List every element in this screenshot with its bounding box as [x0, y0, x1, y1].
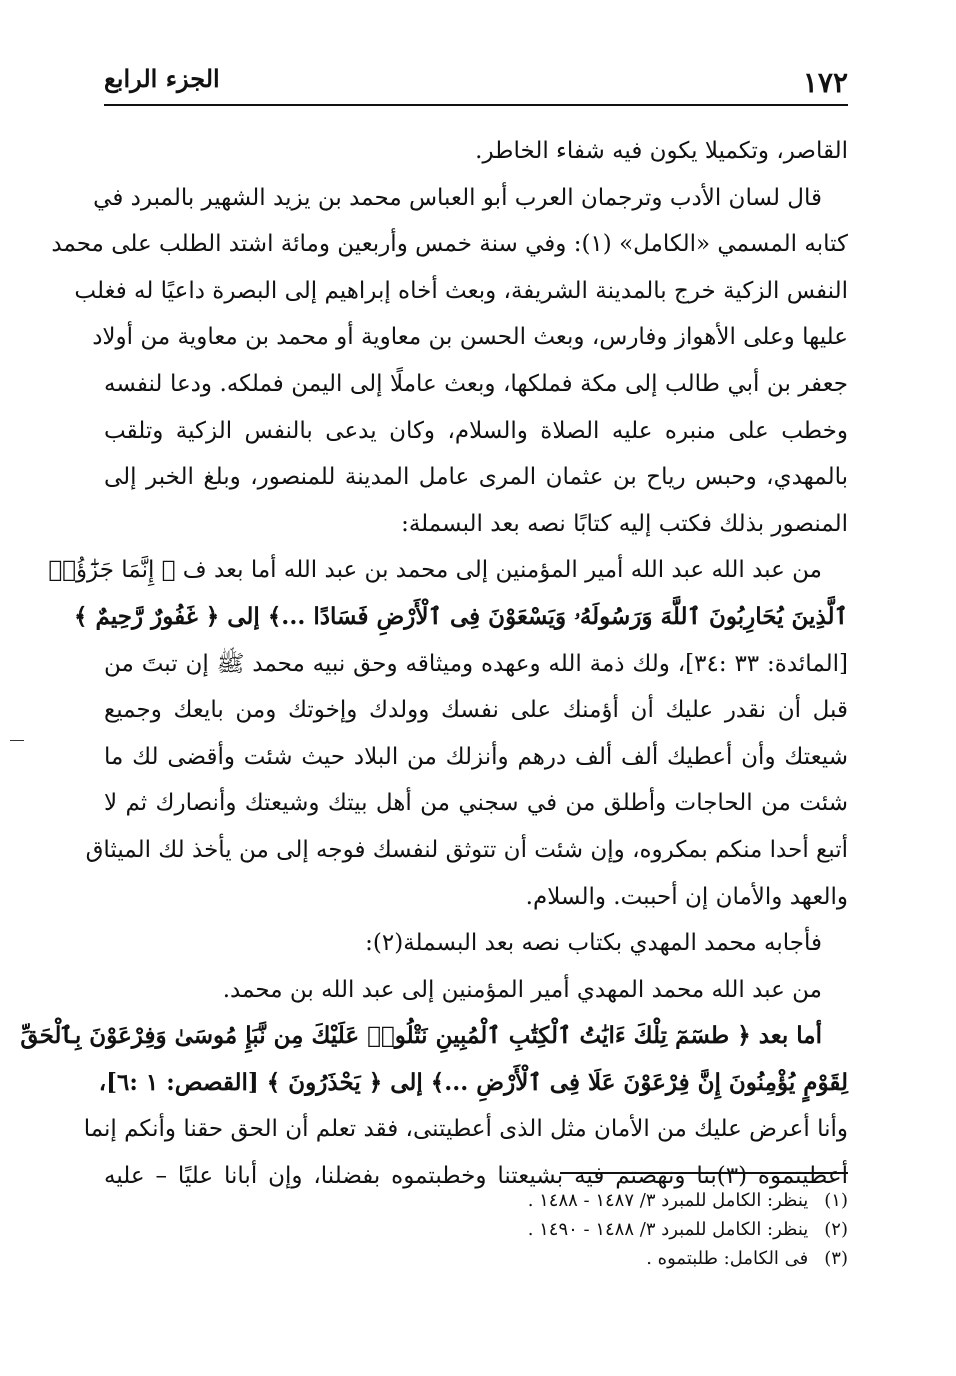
text-line: فأجابه محمد المهدي بكتاب نصه بعد البسملة(٢):: [365, 930, 822, 957]
text-line: عليها وعلى الأهواز وفارس، وبعث الحسن بن معاوية أو محمد بن معاوية من أولاد: [92, 324, 848, 351]
margin-scan-mark: [10, 740, 24, 741]
text-line: النفس الزكية خرج بالمدينة الشريفة، وبعث أخاه إبراهيم إلى البصرة داعيًا له فغلب: [74, 277, 848, 304]
footnote-text: فى الكامل: طلبتموه .: [646, 1248, 809, 1269]
quran-verse-line: أما بعد ﴿ طسٓمٓ تِلْكَ ءَايَٰتُ ٱلْكِتَٰبِ ٱلْمُبِينِ نَتْلُوا۟ عَلَيْكَ مِن نَّبَإِ مُوسَىٰ وَفِرْعَوْنَ بِٱلْحَقِّ: [20, 1022, 822, 1050]
text-line: المنصور بذلك فكتب إليه كتابًا نصه بعد البسملة:: [401, 510, 848, 537]
text-line: [المائدة: ٣٣ :٣٤]، ولك ذمة الله وعهده وميثاقه وحق نبيه محمد ﷺ إن تبتَ من: [104, 650, 848, 677]
footnote-rule: [560, 1172, 848, 1174]
running-head: [104, 60, 848, 106]
text-line: جعفر بن أبي طالب إلى مكة فملكها، وبعث عاملًا إلى اليمن فملكه. ودعا لنفسه: [104, 370, 848, 397]
footnote: [104, 1215, 848, 1244]
volume-title: الجزء الرابع: [104, 64, 220, 93]
text-line: أعطيتموه (٣)بنا ونهضتم فيه بشيعتنا وخطبتموه بفضلنا، وإن أبانا عليًا – عليه: [104, 1163, 849, 1190]
text-line: شئت من الحاجات وأطلق من في سجني من أهل بيتك وشيعتك وأنصارك ثم لا: [104, 790, 848, 817]
footnote: [104, 1244, 848, 1273]
text-line: أتبع أحدا منكم بمكروه، وإن شئت أن تتوثق لنفسك فوجه إلى من يأخذ لك الميثاق: [85, 836, 848, 863]
text-line: وخطب على منبره عليه الصلاة والسلام، وكان يدعى بالنفس الزكية وتلقب: [104, 417, 848, 444]
text-line: قبل أن نقدر عليك أن أؤمنك على نفسك وولدك وإخوتك ومن بايعك وجميع: [104, 697, 848, 724]
quran-verse-line: ٱلَّذِينَ يُحَارِبُونَ ٱللَّهَ وَرَسُولَهُۥ وَيَسْعَوْنَ فِى ٱلْأَرْضِ فَسَادًا ...﴾ إلى ﴿ غَفُورٌ رَّحِيمٌ ﴾: [74, 602, 848, 630]
header-rule: [104, 104, 848, 106]
text-line: القاصر، وتكميلا يكون فيه شفاء الخاطر.: [475, 138, 848, 164]
text-line: من عبد الله محمد المهدي أمير المؤمنين إلى عبد الله بن محمد.: [222, 976, 822, 1003]
text-line: قال لسان الأدب وترجمان العرب أبو العباس محمد بن يزيد الشهير بالمبرد في: [93, 184, 822, 211]
footnote: [104, 1186, 848, 1215]
text-line: شيعتك وأن أعطيك ألف ألف درهم وأنزلك من البلاد حيث شئت وأقضى لك ما: [104, 743, 848, 770]
footnotes: [104, 1186, 848, 1273]
text-line: وأنا أعرض عليك من الأمان مثل الذى أعطيتنى، فقد تعلم أن الحق حقنا وأنكم إنما: [83, 1116, 848, 1143]
footnote-text: ينظر: الكامل للمبرد ٣/ ١٤٨٨ - ١٤٩٠ .: [527, 1219, 809, 1240]
text-line: والعهد والأمان إن أحببت. والسلام.: [525, 883, 848, 910]
page-number: ١٧٢: [802, 66, 848, 99]
text-line: بالمهدي، وحبس رياح بن عثمان المرى عامل المدينة للمنصور، وبلغ الخبر إلى: [104, 464, 848, 491]
main-text: [20, 128, 849, 1200]
footnote-number: (٢): [824, 1219, 848, 1240]
footnote-number: (١): [824, 1190, 848, 1211]
footnote-text: ينظر: الكامل للمبرد ٣/ ١٤٨٧ - ١٤٨٨ .: [527, 1190, 809, 1211]
footnote-number: (٣): [824, 1248, 848, 1269]
text-line: من عبد الله عبد الله أمير المؤمنين إلى محمد بن عبد الله أما بعد ف ﴿ إِنَّمَا جَزَٰٓؤُا۟: [48, 557, 822, 584]
quran-verse-line: لِقَوْمٍ يُؤْمِنُونَ إِنَّ فِرْعَوْنَ عَلَا فِى ٱلْأَرْضِ ...﴾ إلى ﴿ يَحْذَرُونَ ﴾ [القصص: ١ :٦]،: [98, 1068, 848, 1096]
text-line: كتابه المسمي «الكامل» (١): وفي سنة خمس وأربعين ومائة اشتد الطلب على محمد: [51, 231, 848, 258]
